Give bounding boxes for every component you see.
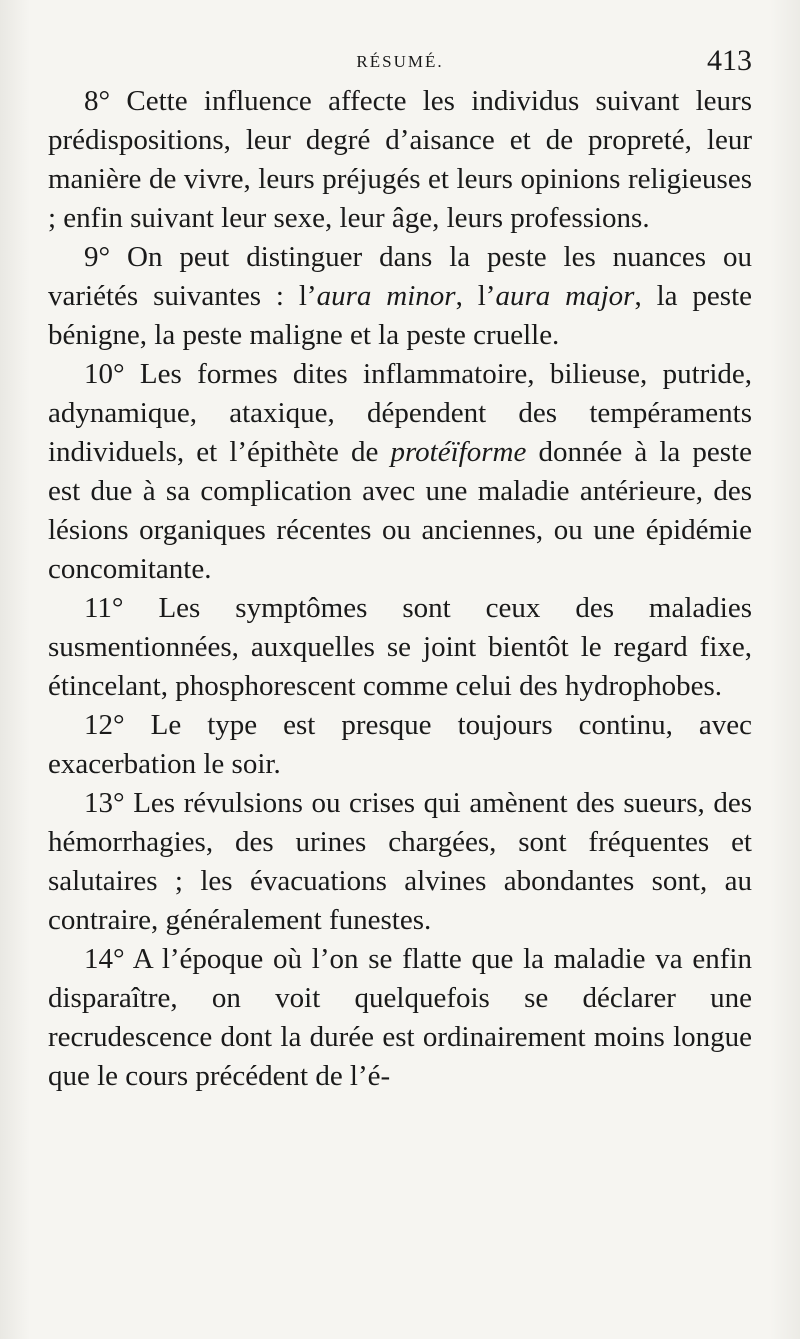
text-run: , l’: [455, 280, 496, 312]
text-run: 12° Le type est presque toujours continu, avec exacerbation le soir.: [48, 709, 752, 780]
paragraph: [48, 784, 752, 940]
paragraph: [48, 589, 752, 706]
paragraph: [48, 940, 752, 1096]
text-run: 8° Cette influence affecte les individus suivant leurs prédispositions, leur degré d’aisance et de propreté, leur manière de vivre, leurs préjugés et leurs opinions religieuses ; enfin suivant leur sexe, leur âge, leurs professions.: [48, 85, 752, 234]
paragraph: [48, 355, 752, 589]
page-header: [48, 44, 752, 84]
italic-term: aura major: [495, 280, 635, 312]
running-title: RÉSUMÉ.: [356, 52, 444, 71]
body-text: [48, 82, 752, 1096]
text-run: 14° A l’époque où l’on se flatte que la maladie va enfin disparaître, on voit quelquefois se déclarer une recrudescence dont la durée est ordinairement moins longue que le cours précédent de l’é-: [48, 943, 752, 1092]
text-run: 10° Les formes dites inflammatoire, bilieuse, putride, adynamique, ataxique, dépendent des tempéraments individuels, et l’épithète de: [48, 358, 752, 468]
italic-term: aura minor: [316, 280, 456, 312]
text-run: 11° Les symptômes sont ceux des maladies susmentionnées, auxquelles se joint bientôt le regard fixe, étincelant, phosphorescent comme celui des hydrophobes.: [48, 592, 752, 702]
text-run: , la peste bénigne, la peste maligne et la peste cruelle.: [48, 280, 753, 351]
paragraph: [48, 82, 752, 238]
paragraph: [48, 238, 752, 355]
text-run: donnée à la peste est due à sa complication avec une maladie antérieure, des lésions organiques récentes ou anciennes, ou une épidémie concomitante.: [48, 436, 752, 585]
paragraph: [48, 706, 752, 784]
text-run: 9° On peut distinguer dans la peste les nuances ou variétés suivantes : l’: [48, 241, 752, 312]
italic-term: protéïforme: [390, 436, 527, 468]
text-run: 13° Les révulsions ou crises qui amènent des sueurs, des hémorrhagies, des urines chargées, sont fréquentes et salutaires ; les évacuations alvines abondantes sont, au contraire, généralement funestes.: [48, 787, 752, 936]
page-number: 413: [707, 44, 752, 77]
